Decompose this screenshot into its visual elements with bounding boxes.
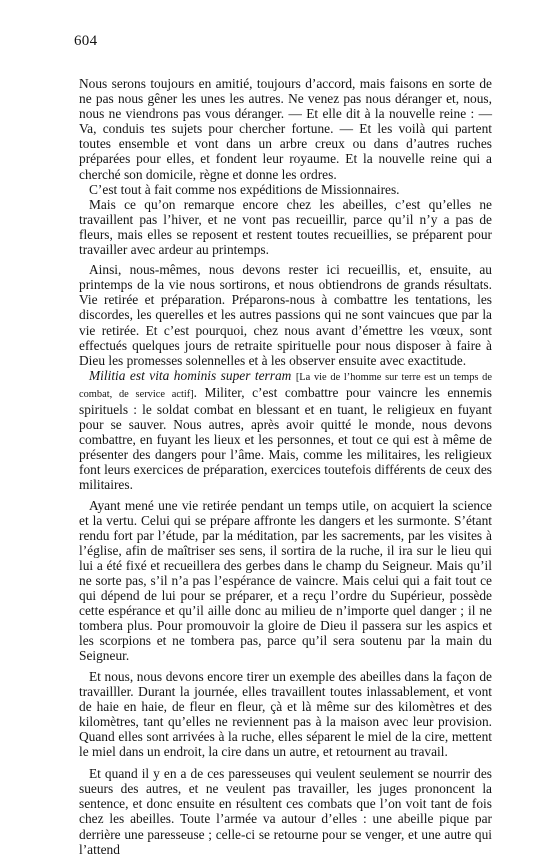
page-number: 604	[74, 33, 98, 49]
paragraph-2: C’est tout à fait comme nos expéditions de Missionnaires.	[89, 181, 400, 197]
paragraph-5-text: . Militer, c’est combattre pour vaincre les ennemis spirituels : le soldat combat en blessant et en tuant, le religieux en fuyant pour se sauver. Nous autres, après avoir quitté le monde, nous devons combattre, en fuyant les lieux et les personnes, et tout ce qui est à même de présenter des dangers pour l’âme. Mais, comme les militaires, les religieux font leurs exercices de préparation, exercices toutefois différents de ceux des militaires.	[79, 384, 492, 493]
paragraph-3: Mais ce qu’on remarque encore chez les abeilles, c’est qu’elles ne travaillent pas l’hiver, et ne vont pas recueillir, parce qu’il n’y a pas de fleurs, mais elles se reposent et restent toutes recueillies, se préparent pour travailler avec ardeur au printemps.	[79, 196, 492, 258]
paragraph-5	[79, 368, 492, 493]
paragraph-4: Ainsi, nous-mêmes, nous devons rester ici recueillis, et, ensuite, au printemps de la vie nous sortirons, et nous obtiendrons de grands résultats. Vie retirée et préparation. Préparons-nous à combattre les tentations, les discordes, les querelles et les autres passions qui ne sont vaincues que par la vie retirée. Et c’est pourquoi, chez nous avant d’émettre les vœux, sont effectués quelques jours de retraite spirituelle pour nous disposer à faire à Dieu les promesses solennelles et à les observer ensuite avec exactitude.	[79, 262, 492, 368]
paragraph-6: Ayant mené une vie retirée pendant un temps utile, on acquiert la science et la vertu. Celui qui se prépare affronte les dangers et les surmonte. S’étant rendu fort par l’étude, par la méditation, par les sacrements, par les visites à l’église, afin de maîtriser ses sens, il sortira de la ruche, il ira sur le lieu qui lui a été fixé et recueillera des gerbes dans le champ du Seigneur. Mais qu’il ne sorte pas, s’il n’a pas l’espérance de vaincre. Mais celui qui a fait tout ce qui dépend de lui pour se préparer, et a reçu l’ordre du Supérieur, possède cette espérance et qu’il aille donc au milieu de n’importe quel danger ; il ne tombera plus. Pour promouvoir la gloire de Dieu il passera sur les aspics et les scorpions et ne tombera pas, parce qu’il sera soutenu par la main du Seigneur.	[79, 497, 492, 664]
body-text	[79, 76, 492, 857]
translation-gloss: [La vie de l’homme sur terre est un temps de combat, de service actif]	[79, 371, 492, 400]
paragraph-1: Nous serons toujours en amitié, toujours d’accord, mais faisons en sorte de ne pas nous gêner les unes les autres. Ne venez pas nous déranger et, nous, nous ne viendrons pas vous déranger. — Et elle dit à la nouvelle reine : — Va, conduis tes sujets pour chercher fortune. — Et les voilà qui partent toutes ensemble et vont dans un arbre creux ou dans d’autres ruches préparées pour elles, et fondent leur royaume. Et la nouvelle reine qui a cherché son domicile, règne et donne les ordres.	[79, 76, 492, 182]
paragraph-8: Et quand il y en a de ces paresseuses qui veulent seulement se nourrir des sueurs des autres, et ne veulent pas travailler, les juges prononcent la sentence, et donc ensuite en résultent ces combats que l’on voit tant de fois chez les abeilles. Toute l’armée va autour d’elles : une abeille pique par derrière une paresseuse ; celle-ci se retourne pour se venger, et une autre qui l’attend	[79, 766, 492, 857]
latin-quote: Militia est vita hominis super terram	[89, 367, 292, 383]
paragraph-7: Et nous, nous devons encore tirer un exemple des abeilles dans la façon de travailller. Durant la journée, elles travaillent toutes inlassablement, et vont de haie en haie, de fleur en fleur, çà et là même sur des kilomètres et des kilomètres, tant qu’elles ne reviennent pas à la maison avec leur provision. Quand elles sont arrivées à la ruche, elles séparent le miel de la cire, mettent le miel dans un endroit, la cire dans un autre, et retournent au travail.	[79, 668, 492, 760]
